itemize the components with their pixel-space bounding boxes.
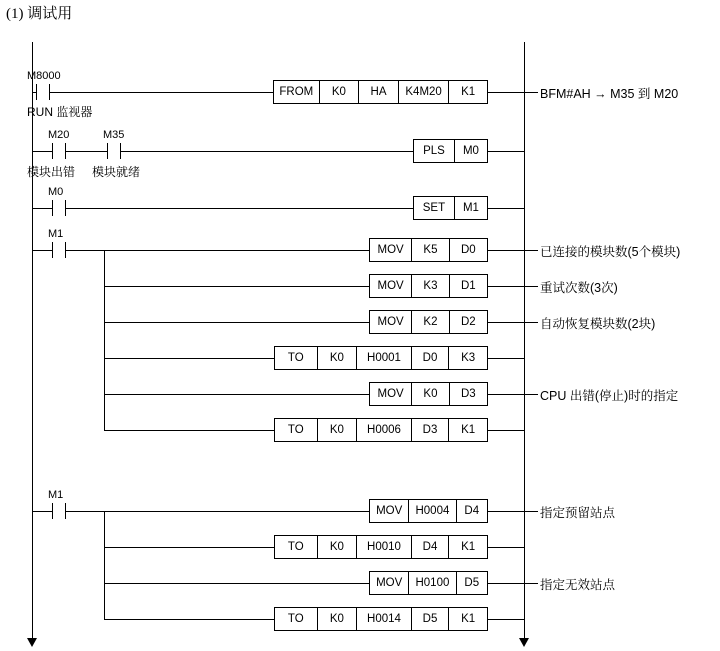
rung4-branch3-comment-lead	[524, 322, 538, 323]
rung5-branch3-comment-lead	[524, 583, 538, 584]
rung4-wire-b	[65, 250, 104, 251]
rung4-branch5-wire-right	[488, 394, 524, 395]
box-cell: D5	[412, 608, 450, 630]
box-cell: K3	[461, 352, 476, 364]
instruction-box-mov-k5-d0	[369, 238, 488, 262]
left-power-rail	[32, 42, 33, 640]
box-cell: FROM	[274, 81, 320, 103]
instruction-box-pls	[413, 139, 488, 163]
contact-desc-m35: 模块就绪	[92, 165, 141, 179]
box-cell: K0	[318, 419, 358, 441]
contact-label-m35: M35	[103, 129, 125, 141]
box-cell: K5	[412, 239, 449, 261]
contact-label-m1-a: M1	[48, 228, 64, 240]
box-cell: MOV	[370, 572, 409, 594]
rung5-branch3-wire	[104, 583, 369, 584]
box-cell: D1	[460, 280, 476, 292]
box-cell: K2	[412, 311, 449, 333]
rung2-wire-right	[488, 151, 524, 152]
rung4-branch5-comment: CPU 出错(停止)时的指定	[540, 389, 679, 403]
box-cell: D4	[464, 505, 480, 517]
box-cell: K1	[461, 86, 476, 98]
rung4-branch1-wire	[104, 250, 369, 251]
instruction-box-to-h0014	[274, 607, 488, 631]
rung3-wire-b	[65, 208, 413, 209]
box-cell: K0	[318, 608, 358, 630]
box-cell: D3	[412, 419, 450, 441]
box-cell: D4	[412, 536, 450, 558]
rung5-branch2-wire-right	[488, 547, 524, 548]
rung4-branch-bus	[104, 250, 105, 430]
instruction-box-mov-k0-d3	[369, 382, 488, 406]
rung1-wire-right	[488, 92, 524, 93]
rung4-branch3-comment: 自动恢复模块数(2块)	[540, 317, 656, 331]
rung5-branch1-wire	[104, 511, 369, 512]
box-cell: SET	[414, 197, 455, 219]
rung4-branch5-comment-lead	[524, 394, 538, 395]
rung4-branch4-wire-right	[488, 358, 524, 359]
rung4-branch2-wire	[104, 286, 369, 287]
rung4-branch3-wire-right	[488, 322, 524, 323]
rung5-branch4-wire	[104, 619, 274, 620]
box-cell: H0004	[409, 500, 456, 522]
box-cell: H0006	[357, 419, 411, 441]
box-cell: D0	[460, 244, 476, 256]
instruction-box-to-h0006	[274, 418, 488, 442]
rung5-wire-b	[65, 511, 104, 512]
rung1-wire-mid	[49, 92, 273, 93]
instruction-box-mov-h0100-d5	[369, 571, 488, 595]
rung5-branch1-wire-right	[488, 511, 524, 512]
rung1-wire-left	[32, 92, 37, 93]
box-cell: H0001	[357, 347, 411, 369]
box-cell: H0100	[409, 572, 456, 594]
box-cell: MOV	[370, 311, 412, 333]
box-cell: PLS	[414, 140, 455, 162]
box-cell: H0014	[357, 608, 411, 630]
box-cell: TO	[275, 347, 318, 369]
box-cell: D3	[460, 388, 476, 400]
box-cell: MOV	[370, 383, 412, 405]
rung2-wire-b	[65, 151, 108, 152]
rung1-comment-lead	[524, 92, 538, 93]
box-cell: M0	[462, 145, 479, 157]
box-cell: K1	[461, 613, 476, 625]
rung4-branch1-comment-lead	[524, 250, 538, 251]
right-rail-arrow-icon	[519, 638, 529, 647]
page-caption: (1) 调试用	[6, 6, 73, 22]
instruction-box-from	[273, 80, 488, 104]
left-rail-arrow-icon	[27, 638, 37, 647]
box-cell: K3	[412, 275, 449, 297]
contact-label-m0: M0	[48, 186, 64, 198]
rung5-branch-bus	[104, 511, 105, 619]
rung4-branch4-wire	[104, 358, 274, 359]
box-cell: K0	[412, 383, 449, 405]
box-cell: D2	[460, 316, 476, 328]
box-cell: K0	[320, 81, 360, 103]
instruction-box-mov-h0004-d4	[369, 499, 488, 523]
rung4-branch6-wire	[104, 430, 274, 431]
rung3-wire-right	[488, 208, 524, 209]
box-cell: K1	[461, 541, 476, 553]
rung4-branch6-wire-right	[488, 430, 524, 431]
contact-label-m1-b: M1	[48, 489, 64, 501]
instruction-box-to-h0010	[274, 535, 488, 559]
box-cell: MOV	[370, 275, 412, 297]
instruction-box-to-h0001	[274, 346, 488, 370]
rung2-wire-c	[120, 151, 413, 152]
box-cell: TO	[275, 419, 318, 441]
contact-desc-m20: 模块出错	[27, 165, 76, 179]
rung4-branch2-wire-right	[488, 286, 524, 287]
box-cell: H0010	[357, 536, 411, 558]
box-cell: K0	[318, 536, 358, 558]
instruction-box-set	[413, 196, 488, 220]
box-cell: M1	[462, 202, 479, 214]
box-cell: MOV	[370, 500, 409, 522]
box-cell: K4M20	[399, 81, 450, 103]
box-cell: TO	[275, 608, 318, 630]
contact-label-m8000: M8000	[27, 70, 61, 82]
box-cell: MOV	[370, 239, 412, 261]
box-cell: D0	[412, 347, 450, 369]
box-cell: K0	[318, 347, 358, 369]
contact-desc-m8000: RUN 监视器	[27, 105, 93, 119]
box-cell: D5	[464, 577, 480, 589]
rung5-branch3-wire-right	[488, 583, 524, 584]
instruction-box-mov-k3-d1	[369, 274, 488, 298]
rung5-branch1-comment: 指定预留站点	[540, 506, 616, 520]
rung4-branch1-wire-right	[488, 250, 524, 251]
rung5-branch2-wire	[104, 547, 274, 548]
rung4-branch2-comment-lead	[524, 286, 538, 287]
rung5-branch1-comment-lead	[524, 511, 538, 512]
instruction-box-mov-k2-d2	[369, 310, 488, 334]
rung5-branch3-comment: 指定无效站点	[540, 578, 616, 592]
right-power-rail	[524, 42, 525, 640]
rung5-branch4-wire-right	[488, 619, 524, 620]
box-cell: K1	[461, 424, 476, 436]
rung4-branch1-comment: 已连接的模块数(5个模块)	[540, 245, 681, 259]
box-cell: HA	[359, 81, 399, 103]
box-cell: TO	[275, 536, 318, 558]
rung1-comment: BFM#AH → M35 到 M20	[540, 87, 679, 101]
rung4-branch2-comment: 重试次数(3次)	[540, 281, 618, 295]
rung4-branch5-wire	[104, 394, 369, 395]
rung4-branch3-wire	[104, 322, 369, 323]
contact-label-m20: M20	[48, 129, 70, 141]
